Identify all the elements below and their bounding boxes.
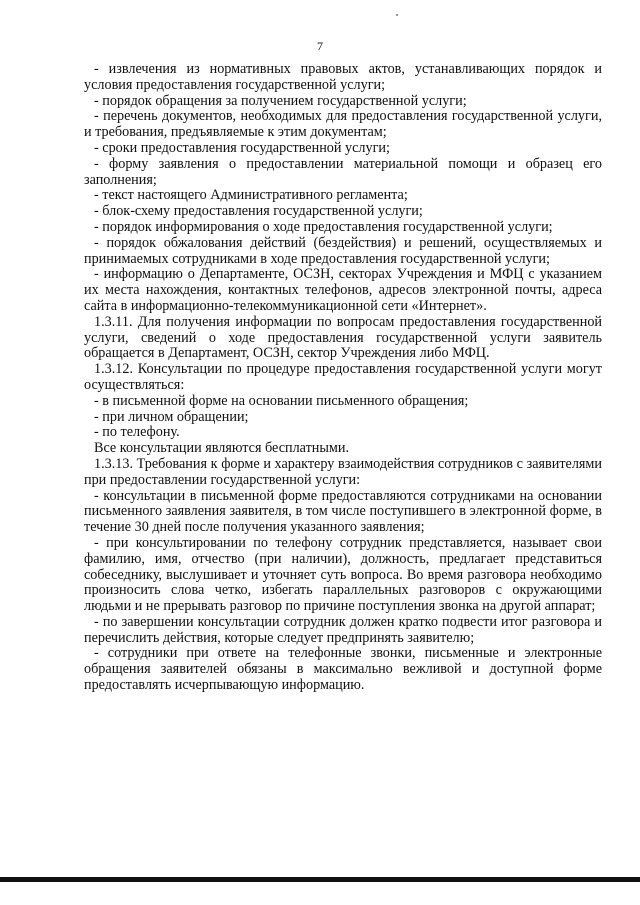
document-body <box>84 62 602 694</box>
list-item-department-info: - информацию о Департаменте, ОСЗН, секторах Учреждения и МФЦ с указанием их места нахождения, контактных телефонов, адресов электронной почты, адреса сайта в информационно-телекоммуникационной сети «Интернет». <box>84 266 602 314</box>
list-item-written-form: - в письменной форме на основании письменного обращения; <box>94 392 469 409</box>
list-item-application-form: - форму заявления о предоставлении материальной помощи и образец его заполнения; <box>84 155 602 188</box>
list-item-consultation-summary: - по завершении консультации сотрудник должен кратко подвести итог разговора и перечислить действия, которые следует предпринять заявителю; <box>84 613 602 646</box>
list-item-phone-consulting: - при консультировании по телефону сотрудник представляется, называет свои фамилию, имя, отчество (при наличии), должность, предлагает представиться собеседнику, выслушивает и уточняет суть вопроса. Во время разговора необходимо произносить слова четко, избегать параллельных разговоров с окружающими людьми и не прерывать разговор по причине поступления звонка на другой аппарат; <box>84 534 602 615</box>
list-item-written-consultations: - консультации в письменной форме предоставляются сотрудниками на основании письменного заявления заявителя, в том числе поступившего в электронной форме, в течение 30 дней после получения указанного заявления; <box>84 487 602 536</box>
free-consultations-note: Все консультации являются бесплатными. <box>94 440 350 457</box>
clause-1-3-12: 1.3.12. Консультации по процедуре предоставления государственной услуги могут осуществляться: <box>84 361 602 393</box>
list-item-by-phone: - по телефону. <box>94 424 180 441</box>
list-item-npa-extracts: - извлечения из нормативных правовых актов, устанавливающих порядок и условия предоставления государственной услуги; <box>84 61 602 93</box>
list-item-in-person: - при личном обращении; <box>94 408 249 425</box>
page-number: 7 <box>317 39 323 53</box>
bottom-rule <box>0 877 640 882</box>
list-item-regulation-text: - текст настоящего Административного регламента; <box>94 187 408 204</box>
list-item-informing-procedure: - порядок информирования о ходе предоставления государственной услуги; <box>94 218 553 235</box>
list-item-flowchart: - блок-схему предоставления государственной услуги; <box>94 203 423 220</box>
scan-speck <box>396 14 398 16</box>
list-item-appeal-procedure: - порядок обжалования действий (бездействия) и решений, осуществляемых и принимаемых сотрудниками в ходе предоставления государственной услуги; <box>84 234 602 267</box>
list-item-application-procedure: - порядок обращения за получением государственной услуги; <box>94 92 467 109</box>
clause-1-3-13: 1.3.13. Требования к форме и характеру взаимодействия сотрудников с заявителями при предоставлении государственной услуги: <box>84 455 602 488</box>
list-item-documents-list: - перечень документов, необходимых для предоставления государственной услуги, и требования, предъявляемые к этим документам; <box>84 108 602 141</box>
list-item-deadlines: - сроки предоставления государственной услуги; <box>94 139 390 156</box>
list-item-exhaustive-info: - сотрудники при ответе на телефонные звонки, письменные и электронные обращения заявителей обязаны в максимально вежливой и доступной форме предоставлять исчерпывающую информацию. <box>84 645 602 694</box>
clause-1-3-11: 1.3.11. Для получения информации по вопросам предоставления государственной услуги, сведений о ходе предоставления государственной услуги заявитель обращается в Департамент, ОСЗН, сектор Учреждения либо МФЦ. <box>84 313 602 362</box>
